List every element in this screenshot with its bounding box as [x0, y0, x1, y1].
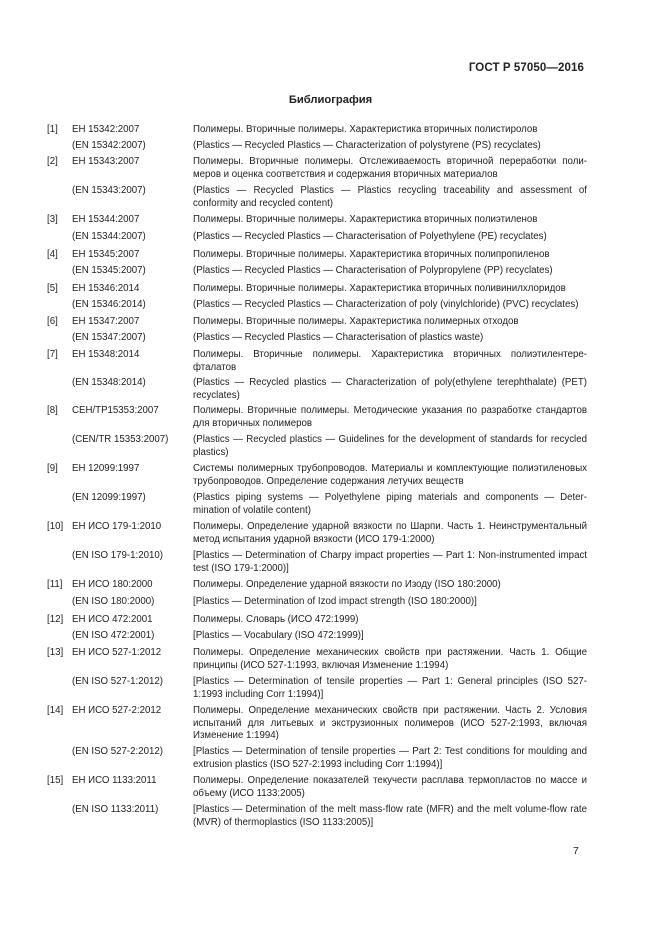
- entry-code: ЕН ИСО 472:2001: [72, 614, 153, 625]
- entry-text: Полимеры. Вторичные полимеры. Характеристика вторичных полипропиленов: [193, 249, 550, 260]
- entry-text: [Plastics — Determination of the melt mass-flow rate (MFR) and the melt volume-flow rate (MVR) of thermoplastics (ISO 1133:2005)]: [193, 804, 587, 828]
- entry-text: (Plastics — Recycled Plastics — Characterisation of Polypropylene (PP) recyclates): [193, 265, 553, 276]
- entry-text: (Plastics — Recycled Plastics — Characterization of polystyrene (PS) recyclates): [193, 140, 541, 151]
- entry-text: [Plastics — Determination of tensile properties — Part 2: Test conditions for moulding and extrusion plastics (ISO 527-2:1993 including Corr 1:1994)]: [193, 746, 587, 770]
- entry-text: (Plastics — Recycled Plastics — Characterisation of plastics waste): [193, 332, 484, 343]
- entry-number: [2]: [47, 156, 58, 167]
- entry-code: ЕН 15344:2007: [72, 214, 140, 225]
- entry-text: Полимеры. Вторичные полимеры. Характеристика полимерных отходов: [193, 316, 519, 327]
- entry-code: ЕН 15348:2014: [72, 349, 140, 360]
- entry-number: [7]: [47, 349, 58, 360]
- entry-code: (EN ISO 180:2000): [72, 596, 155, 607]
- entry-code: (CEN/TR 15353:2007): [72, 434, 169, 445]
- entry-text: Полимеры. Определение ударной вязкости по Шарпи. Часть 1. Неинструментальный метод испытания ударной вязкости (ИСО 179-1:2000): [193, 521, 587, 545]
- entry-text: Системы полимерных трубопроводов. Материалы и комплектующие полиэтиленовых трубопроводов. Определение содержания летучих веществ: [193, 463, 587, 487]
- entry-number: [14]: [47, 705, 64, 716]
- entry-text: Полимеры. Вторичные полимеры. Характеристика вторичных полистиролов: [193, 124, 538, 135]
- entry-code: (EN ISO 527-2:2012): [72, 746, 164, 757]
- entry-text: Полимеры. Вторичные полимеры. Характеристика вторичных полиэтиленов: [193, 214, 538, 225]
- entry-text: [Plastics — Vocabulary (ISO 472:1999)]: [193, 630, 364, 641]
- entry-code: (EN 15343:2007): [72, 185, 146, 196]
- entry-text: Полимеры. Определение механических свойств при растяжении. Часть 1. Общие принципы (ИСО 527-1:1993, включая Изменение 1:1994): [193, 647, 587, 671]
- entry-code: ЕН ИСО 527-1:2012: [72, 647, 162, 658]
- entry-text: Полимеры. Определение ударной вязкости по Изоду (ISO 180:2000): [193, 579, 501, 590]
- entry-text: Полимеры. Вторичные полимеры. Отслеживаемость вторичной переработки полимеров и оценка соответствия и содержания вторичных материалов: [193, 156, 587, 180]
- entry-number: [6]: [47, 316, 58, 327]
- entry-number: [1]: [47, 124, 58, 135]
- entry-number: [3]: [47, 214, 58, 225]
- entry-code: (EN ISO 472:2001): [72, 630, 155, 641]
- entry-number: [9]: [47, 463, 58, 474]
- page-title: Библиография: [288, 94, 373, 106]
- entry-code: CEH/TP15353:2007: [72, 405, 159, 416]
- entry-number: [8]: [47, 405, 58, 416]
- entry-text: (Plastics — Recycled Plastics — Characterisation of Polyethylene (PE) recyclates): [193, 231, 547, 242]
- entry-code: ЕН 15345:2007: [72, 249, 140, 260]
- document-number: ГОСТ Р 57050—2016: [468, 62, 584, 74]
- entry-number: [13]: [47, 647, 64, 658]
- entry-code: (EN 12099:1997): [72, 492, 146, 503]
- entry-code: (EN 15345:2007): [72, 265, 146, 276]
- entry-code: (EN ISO 179-1:2010): [72, 550, 164, 561]
- entry-code: ЕН ИСО 179-1:2010: [72, 521, 162, 532]
- entry-code: ЕН ИСО 1133:2011: [72, 775, 157, 786]
- entry-text: Полимеры. Вторичные полимеры. Характеристика вторичных полиэтилентерефталатов: [193, 349, 587, 373]
- entry-number: [10]: [47, 521, 64, 532]
- entry-code: ЕН 15343:2007: [72, 156, 140, 167]
- entry-text: (Plastics piping systems — Polyethylene piping materials and components — Determination of volatile content): [193, 492, 587, 516]
- entry-text: (Plastics — Recycled Plastics — Characterization of poly (vinylchloride) (PVC) recyclates): [193, 299, 579, 310]
- entry-number: [4]: [47, 249, 58, 260]
- entry-code: (EN 15344:2007): [72, 231, 146, 242]
- entry-code: (EN ISO 527-1:2012): [72, 676, 164, 687]
- entry-number: [15]: [47, 775, 64, 786]
- entry-text: (Plastics — Recycled Plastics — Plastics recycling traceability and assessment of conformity and recycled content): [193, 185, 587, 209]
- entry-code: ЕН 15347:2007: [72, 316, 140, 327]
- entry-code: ЕН ИСО 180:2000: [72, 579, 153, 590]
- entry-text: Полимеры. Словарь (ИСО 472:1999): [193, 614, 359, 625]
- entry-text: Полимеры. Определение показателей текучести расплава термопластов по массе и объему (ИСО 1133:2005): [193, 775, 587, 799]
- entry-text: [Plastics — Determination of tensile properties — Part 1: General principles (ISO 527-1:1993 including Corr 1:1994)]: [193, 676, 587, 700]
- entry-text: (Plastics — Recycled plastics — Characterization of poly(ethylene terephthalate) (PET) recyclates): [193, 377, 587, 401]
- entry-code: ЕН 15346:2014: [72, 283, 140, 294]
- entry-code: ЕН 12099:1997: [72, 463, 140, 474]
- page-number: 7: [573, 845, 579, 857]
- entry-number: [12]: [47, 614, 64, 625]
- entry-text: (Plastics — Recycled plastics — Guidelines for the development of standards for recycled plastics): [193, 434, 587, 458]
- entry-text: Полимеры. Вторичные полимеры. Методические указания по разработке стандартов для вторичных полимеров: [193, 405, 587, 429]
- entry-code: (EN ISO 1133:2011): [72, 804, 159, 815]
- entry-code: ЕН 15342:2007: [72, 124, 140, 135]
- entry-text: Полимеры. Определение механических свойств при растяжении. Часть 2. Условия испытаний для литьевых и экструзионных полимеров (ИСО 527-2:1993, включая Изменение 1:1994): [193, 705, 587, 742]
- entry-code: (EN 15342:2007): [72, 140, 146, 151]
- entry-code: (EN 15347:2007): [72, 332, 146, 343]
- entry-text: [Plastics — Determination of Izod impact strength (ISO 180:2000)]: [193, 596, 477, 607]
- entry-code: (EN 15346:2014): [72, 299, 146, 310]
- entry-number: [5]: [47, 283, 58, 294]
- entry-text: Полимеры. Вторичные полимеры. Характеристика вторичных поливинилхлоридов: [193, 283, 566, 294]
- entry-code: (EN 15348:2014): [72, 377, 146, 388]
- entry-number: [11]: [47, 579, 63, 590]
- entry-code: ЕН ИСО 527-2:2012: [72, 705, 162, 716]
- entry-text: [Plastics — Determination of Charpy impact properties — Part 1: Non-instrumented impact test (ISO 179-1:2000)]: [193, 550, 587, 574]
